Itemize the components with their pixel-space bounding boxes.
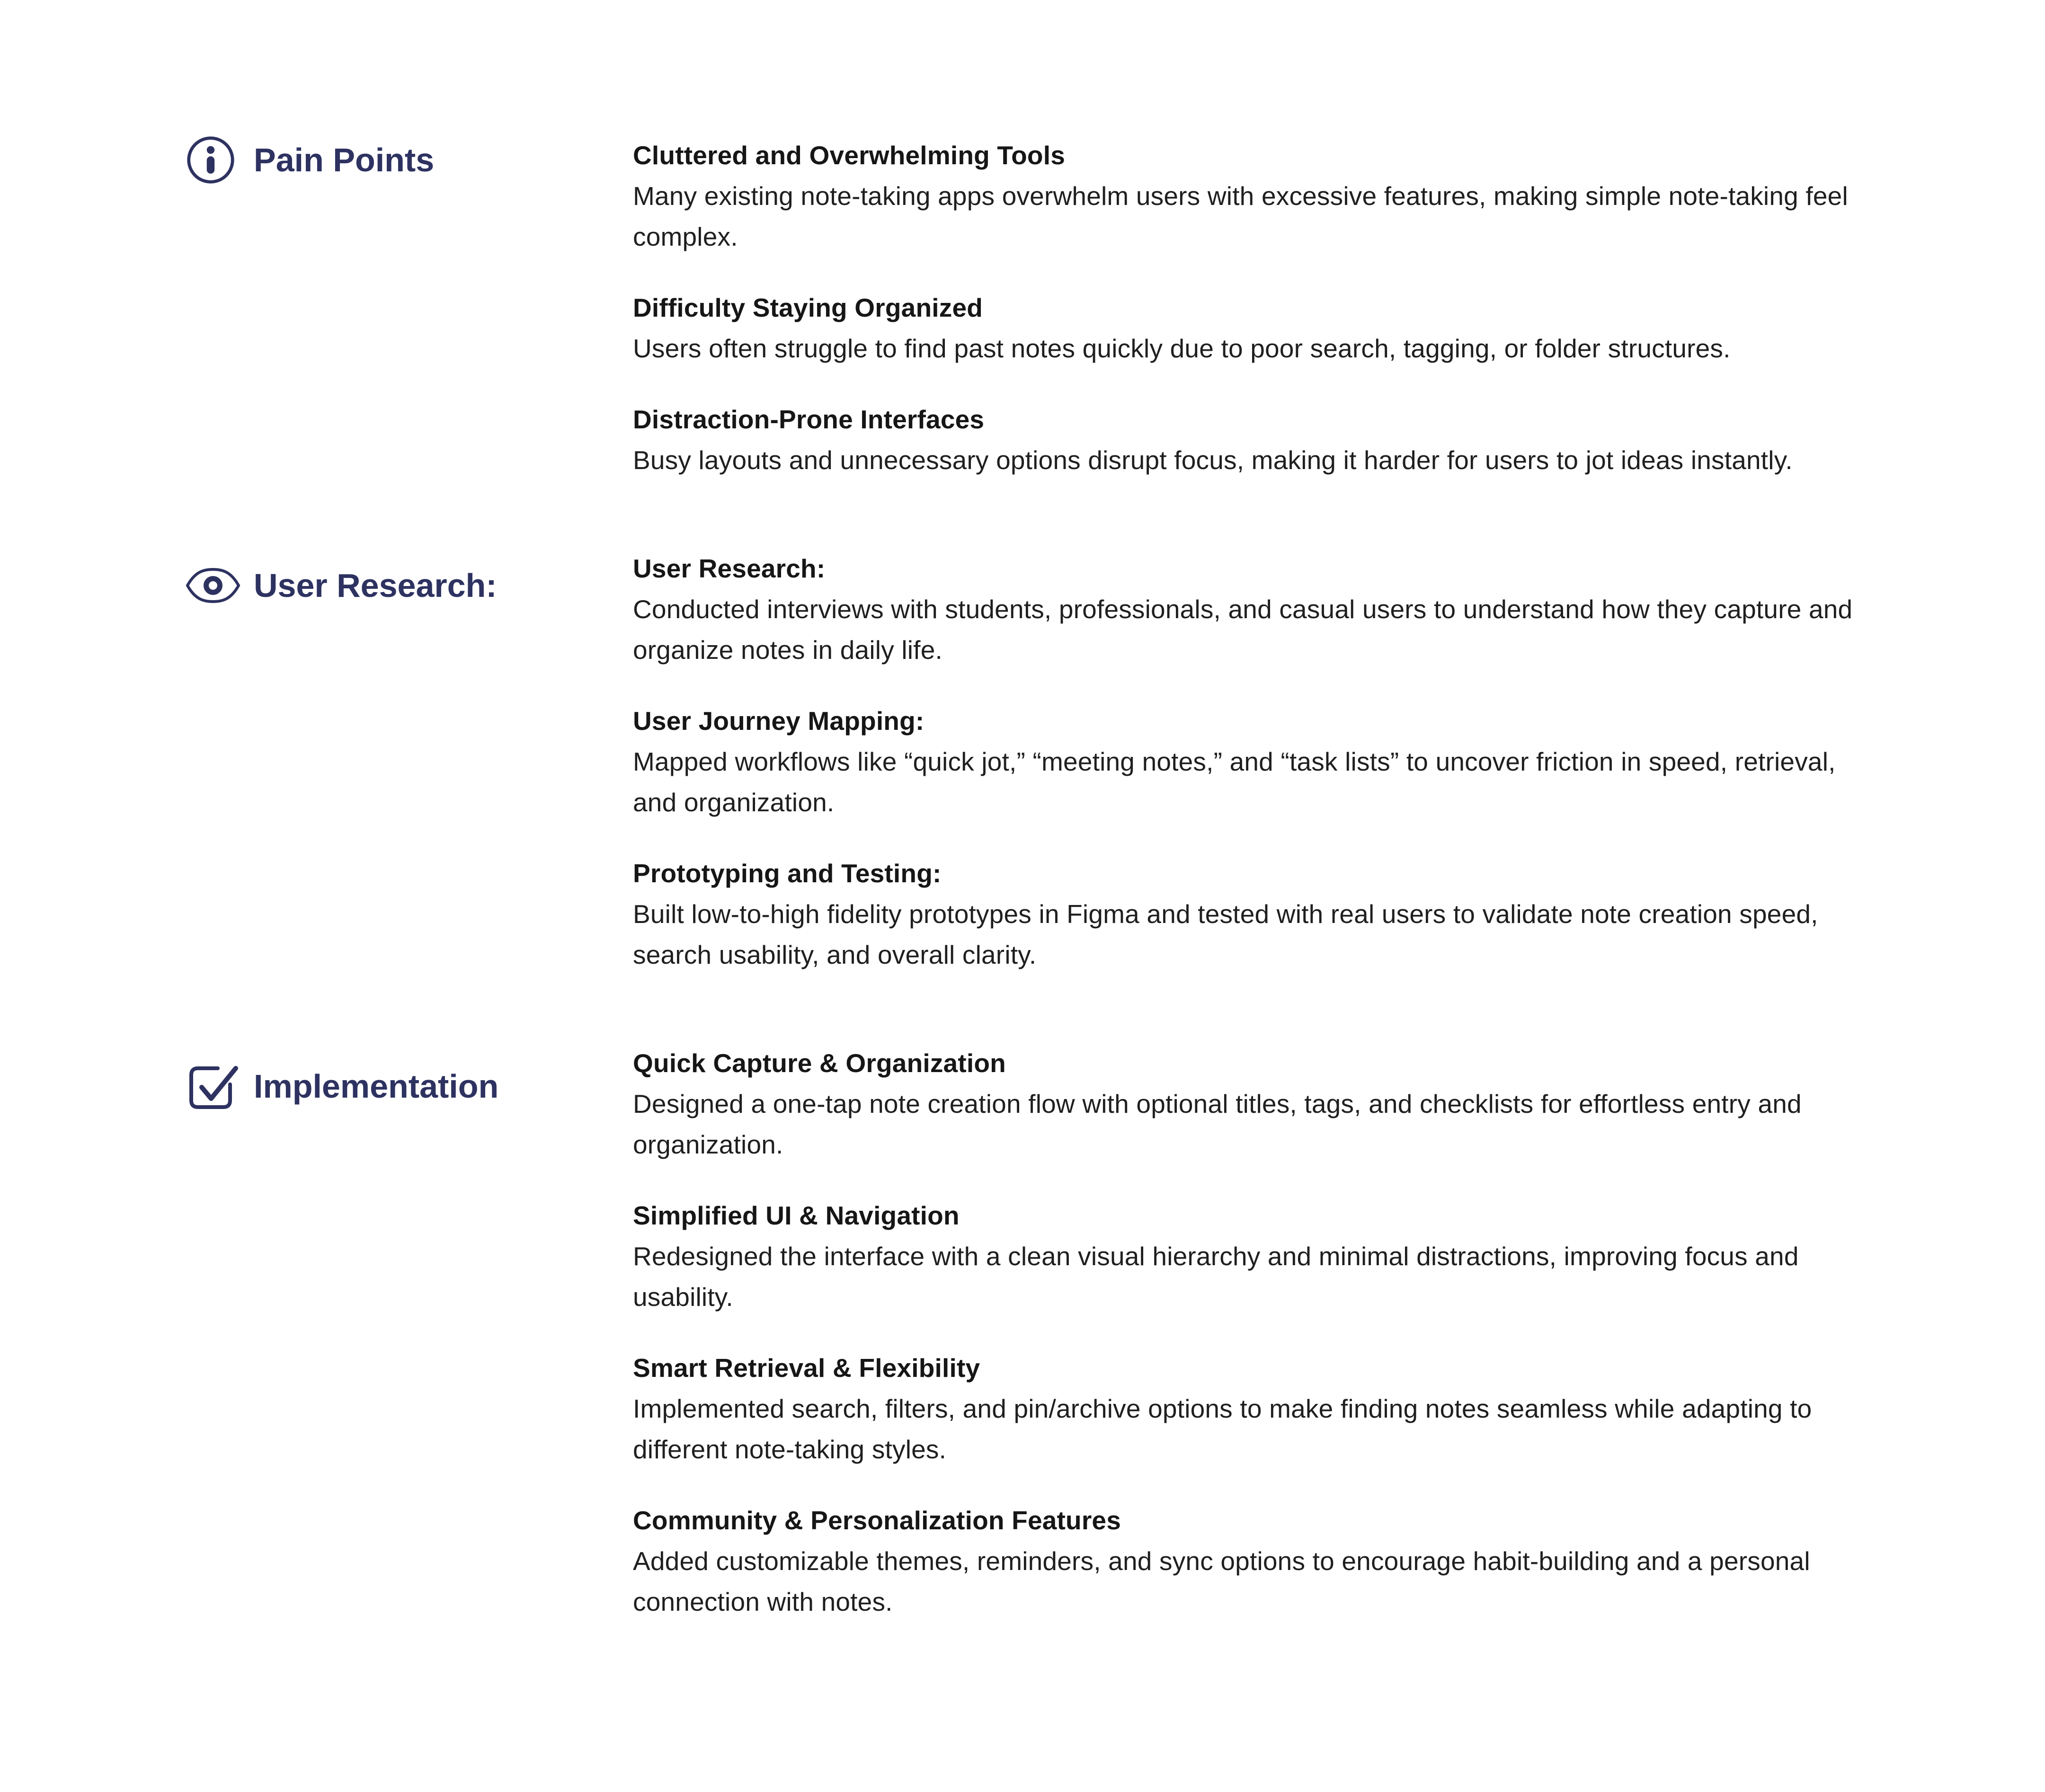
block-body: Built low-to-high fidelity prototypes in Figma and tested with real users to validate note creation speed, search usability, and overall clarity. <box>633 899 1818 969</box>
section-content <box>633 548 1865 975</box>
block-body: Conducted interviews with students, professionals, and casual users to understand how they capture and organize notes in daily life. <box>633 594 1853 665</box>
content-block <box>633 1348 1865 1470</box>
content-block <box>633 853 1865 975</box>
block-heading: Quick Capture & Organization <box>633 1048 1006 1078</box>
sections <box>186 135 1865 1622</box>
info-icon <box>186 135 243 185</box>
section-title: User Research: <box>254 567 497 604</box>
content-block <box>633 548 1865 670</box>
content-block <box>633 701 1865 823</box>
section-label <box>186 548 633 604</box>
block-heading: Simplified UI & Navigation <box>633 1201 960 1230</box>
block-heading: Smart Retrieval & Flexibility <box>633 1353 980 1383</box>
block-body: Added customizable themes, reminders, and sync options to encourage habit-building and a personal connection with notes. <box>633 1546 1810 1616</box>
section-title: Pain Points <box>254 141 435 178</box>
section-label <box>186 135 633 185</box>
section-content <box>633 1043 1865 1622</box>
section-user-research <box>186 548 1865 975</box>
block-body: Users often struggle to find past notes quickly due to poor search, tagging, or folder structures. <box>633 334 1731 363</box>
block-heading: User Research: <box>633 554 826 583</box>
eye-icon <box>186 567 243 604</box>
block-body: Implemented search, filters, and pin/archive options to make finding notes seamless while adapting to different note-taking styles. <box>633 1394 1812 1464</box>
block-body: Many existing note-taking apps overwhelm users with excessive features, making simple note-taking feel complex. <box>633 181 1848 251</box>
section-title: Implementation <box>254 1067 499 1105</box>
content-block <box>633 135 1865 257</box>
block-heading: Community & Personalization Features <box>633 1506 1121 1535</box>
section-label <box>186 1043 633 1111</box>
block-body: Busy layouts and unnecessary options disrupt focus, making it harder for users to jot ideas instantly. <box>633 445 1793 475</box>
block-heading: Prototyping and Testing: <box>633 859 942 888</box>
block-heading: Distraction-Prone Interfaces <box>633 405 985 434</box>
block-body: Redesigned the interface with a clean visual hierarchy and minimal distractions, improving focus and usability. <box>633 1242 1799 1312</box>
content-block <box>633 1500 1865 1622</box>
content-block <box>633 1043 1865 1165</box>
content-block <box>633 399 1865 480</box>
content-block <box>633 287 1865 369</box>
block-heading: User Journey Mapping: <box>633 706 925 736</box>
block-heading: Cluttered and Overwhelming Tools <box>633 141 1065 170</box>
section-implementation <box>186 1043 1865 1622</box>
section-content <box>633 135 1865 480</box>
checkbox-icon <box>186 1062 243 1111</box>
section-pain-points <box>186 135 1865 480</box>
block-heading: Difficulty Staying Organized <box>633 293 983 322</box>
block-body: Designed a one-tap note creation flow with optional titles, tags, and checklists for effortless entry and organization. <box>633 1089 1802 1159</box>
content-block <box>633 1195 1865 1317</box>
block-body: Mapped workflows like “quick jot,” “meeting notes,” and “task lists” to uncover friction in speed, retrieval, and organization. <box>633 747 1836 817</box>
